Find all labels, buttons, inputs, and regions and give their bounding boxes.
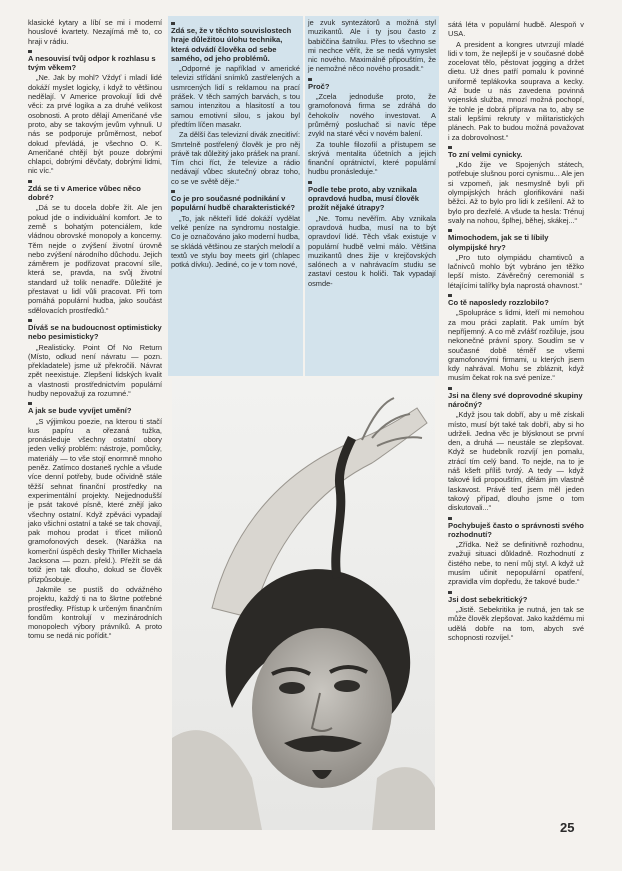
question-heading: To zní velmi cynicky.	[448, 146, 584, 159]
answer-paragraph: „Zřídka. Než se definitivně rozhodnu, zvažuji situaci důkladně. Rozhodnutí z čistého nebe, to není můj styl. A když už musím učinit nepopulární opatření, zpravidla vím dopředu, že takové bude.“	[448, 540, 584, 587]
column-2	[168, 16, 303, 376]
answer-paragraph: „Dá se tu docela dobře žít. Ale jen pokud jde o individuální komfort. Je to země s bohatým potenciálem, kde vládnou obrovské monopoly a koncerny. Těm nejde o zvýšení životní úrovně nebo zvýšení národního důchodu. Jejich záměrem je podřizovat pracovní síle, která se, pravda, na svůj životní standard už tolik nenadře. Důležité je přestavat u lidí vůli pracovat. Při tom pomáhá populární hudba, jako součást sdělovacích prostředků.“	[28, 203, 162, 315]
question-heading: Zdá se, že v těchto souvislostech hraje důležitou úlohu technika, která odvádí člověka od sebe samého, od jeho problémů.	[171, 22, 300, 63]
answer-paragraph: „Odporné je například v americké televizi střídání snímků zastřelených a usmrcených lidí s reklamou na prací prášek. V těch samých barvách, s tou samou intenzitou a hlasitostí a tou samou emotivní silou, s jakou byl předtím líčen masakr.	[171, 64, 300, 129]
portrait-illustration	[172, 378, 435, 830]
answer-paragraph: „Jistě. Sebekritika je nutná, jen tak se může člověk zlepšovat. Jako každému mi udělá dobře na tom, abych své schopnosti rozvíjel.“	[448, 604, 584, 642]
column-3	[305, 16, 439, 376]
answer-paragraph: „Když jsou tak dobří, aby u mě získali místo, musí být také tak dobří, aby si ho udrželi. Jedna věc je blýsknout se první den, a druhá — neustále se zlepšovat. Když se hudebník rozvíjí jen pomalu, ztrácí tím celý band. To nejde, na to je náš kšeft příliš tvrdý. A tedy — když takové lidi propouštím, dělám jim vlastně laskavost. Právě teď jsem měl jeden takový případ, dlouho jsme o tom diskutovali...“	[448, 410, 584, 513]
answer-paragraph: „To, jak někteří lidé dokáží vydělat velké peníze na syndromu nostalgie. Co je označováno jako moderní hudba, se skládá většinou ze starých melodií a textů ve stylu boy meets girl (chlapec potká dívku). Jediné, co je v tom nové,	[171, 213, 300, 270]
answer-paragraph: Za dělší čas televizní divák znecitliví: Smrtelně postřelený člověk je pro něj právě tak důležitý jako prášek na praní. Tím chci říct, že televize a rádio nedávají vůbec skutečný obraz toho, co se ve světě děje.“	[171, 130, 300, 186]
question-heading: Zdá se ti v Americe vůbec něco dobré?	[28, 180, 162, 203]
answer-paragraph: „Ne. Tomu nevěřím. Aby vznikala opravdová hudba, musí na to být opravdoví lidé. Těch však existuje v populární hudbě velmi málo. Většina muzikantů dnes žije v krejčovských salónech a v nahrávacím studiu se zastaví cestou k holiči. Tak vypadají osmde-	[308, 213, 436, 288]
question-heading: Pochybuješ často o správnosti svého rozhodnutí?	[448, 517, 584, 540]
question-heading: Co tě naposledy rozzlobilo?	[448, 294, 584, 307]
question-heading: Jsi na členy své doprovodné skupiny náročný?	[448, 387, 584, 410]
question-heading: Co je pro současné podnikání v populární hudbě charakteristické?	[171, 190, 300, 213]
column-4	[448, 20, 584, 828]
answer-paragraph: Za touhle filozofií a přístupem se skrývá mentalita účetních a jejich finanční oprátnictví, které populární hudbu pronásleduje.“	[308, 139, 436, 177]
page-number: 25	[560, 820, 575, 835]
question-heading: Podle tebe proto, aby vznikala opravdová hudba, musí člověk prožít nějaké útrapy?	[308, 181, 436, 213]
question-heading: Díváš se na budoucnost optimisticky nebo pesimisticky?	[28, 319, 162, 342]
question-heading: Jsi dost sebekritický?	[448, 591, 584, 604]
answer-paragraph: sátá léta v populární hudbě. Alespoň v USA.	[448, 20, 584, 39]
portrait-photo	[172, 378, 435, 830]
answer-paragraph: „Pro tuto olympiádu chamtivců a lačnivců mohlo být vybráno jen těžko lepší místo. Závěrečný ceremoniál s létajícími talířky byla naprostá ohavnost.“	[448, 252, 584, 290]
question-heading: A nesouvisí tvůj odpor k rozhlasu s tvým věkem?	[28, 50, 162, 73]
answer-paragraph: klasické kytary a líbí se mi i moderní houslové kvartety. Nezajímá mě to, co hraji v rádiu.	[28, 18, 162, 46]
answer-paragraph: je zvuk syntezátorů a možná styl muzikantů. Ale i ty jsou často z babiččina šatníku. Přes to všechno se mi nechce věřit, že se nedá vymyslet nic nového. Maximálně připouštím, že je nemožné něco nového prosadit.“	[308, 18, 436, 74]
answer-paragraph: „Spolupráce s lidmi, kteří mi nemohou za mou práci zaplatit. Pak umím být nepříjemný. A co mě zvlášť rozčiluje, jsou nekonečné právní spory. Soudím se v současné době téměř se všemi gramofonovými firmami, u kterých jsem kdy nahrával. Mohu se zbláznit, když musím čekat rok na své peníze.“	[448, 308, 584, 383]
answer-paragraph: „Zcela jednoduše proto, že gramofonová firma se zdráhá do čehokoliv nového investovat. A průměrný posluchač si navíc těpe zvykl na staré věci v novém balení.	[308, 92, 436, 139]
column-1	[28, 18, 162, 836]
question-heading: A jak se bude vyvíjet umění?	[28, 402, 162, 415]
question-heading: Mimochodem, jak se ti líbily olympijské hry?	[448, 229, 584, 252]
question-heading: Proč?	[308, 78, 436, 91]
answer-paragraph: „Kdo žije ve Spojených státech, potřebuje slušnou porci cynismu... Ale jen si vzpomeň, jak nesmyslně byli při olympijských hrách glorifikováni naši běžci. Až to bylo pro lidi k zešílení. Až to bylo pro dezřelé. A všude ta hesla: Trénuj svaly na nohou, šplhej, běhej, skákej...“	[448, 160, 584, 225]
answer-paragraph: „Ne. Jak by mohl? Vždyť i mladí lidé dokáží myslet logicky, i když to většinou nedělají. V Americe provokují lidi dvě věci: za prvé logika a za druhé velikost osobnosti. A proto dělají Američané vše proto, aby se takovým jevům vyhnuli. U nás se podporuje průměrnost, neboť dokud převládá, je všechno O. K. Američané chtějí být pouze dobrými chlapci, dobrými děvčaty, dobrými lidmi, nic víc.“	[28, 73, 162, 176]
answer-paragraph: „S výjimkou poezie, na kterou ti stačí kus papíru a ořezaná tužka, pronásleduje všechny ostatní obory jeden velký problém: nástroje, pomůcky, materiály — to vše stojí enormně mnoho peněz. Zatímco dostaneš rychle a všude více denní potřeby, bude očividně stále těžší sehnat finanční prostředky na experimentální projekty. Nejjednodušší je psát takové písně, které znějí jako všechny ostatní. Když zpěváci vypadají jako všichni ostatní a také se tak chovají, pak mohou prodat i třicet milionů gramofonových desek. (Narážka na komerční úspěch desky Thriller Michaela Jacksona — pozn. překl.). Přežít se dá totiž jen tak dlouho, dokud se člověk přizpůsobuje.	[28, 416, 162, 584]
answer-paragraph: „Realisticky. Point Of No Return (Místo, odkud není návratu — pozn. překladatele) jsme už překročili. Návrat zpět neexistuje. Zlepšení lidských kvalit a vlastnosti prostřednictvím populární hudby nepovažuji za rozumné.“	[28, 342, 162, 398]
answer-paragraph: A president a kongres utvrzují mladé lidi v tom, že nejlepší je v současné době zocelovat tělo, pěstovat jogging a držet dietu. Už dnes patří pomalu k povinné uniformě teplákovka souprava a kecky. Až bude u nás zavedena povinná vojenská služba, mnozí možná pochopí, že tohle je dobrá příprava na to, aby se stali lepšími rekruty v militaristických plánech. Pak to budou možná považovat i za dobrovolnost.“	[448, 39, 584, 142]
answer-paragraph: Jakmile se pustíš do odvážného projektu, každý ti na to škrtne potřebné prostředky. Přístup k určeným finančním fondům kontrolují v mezinárodních monopolech výbory právníků. A proto tomu se nedá nic pořídit.“	[28, 584, 162, 641]
